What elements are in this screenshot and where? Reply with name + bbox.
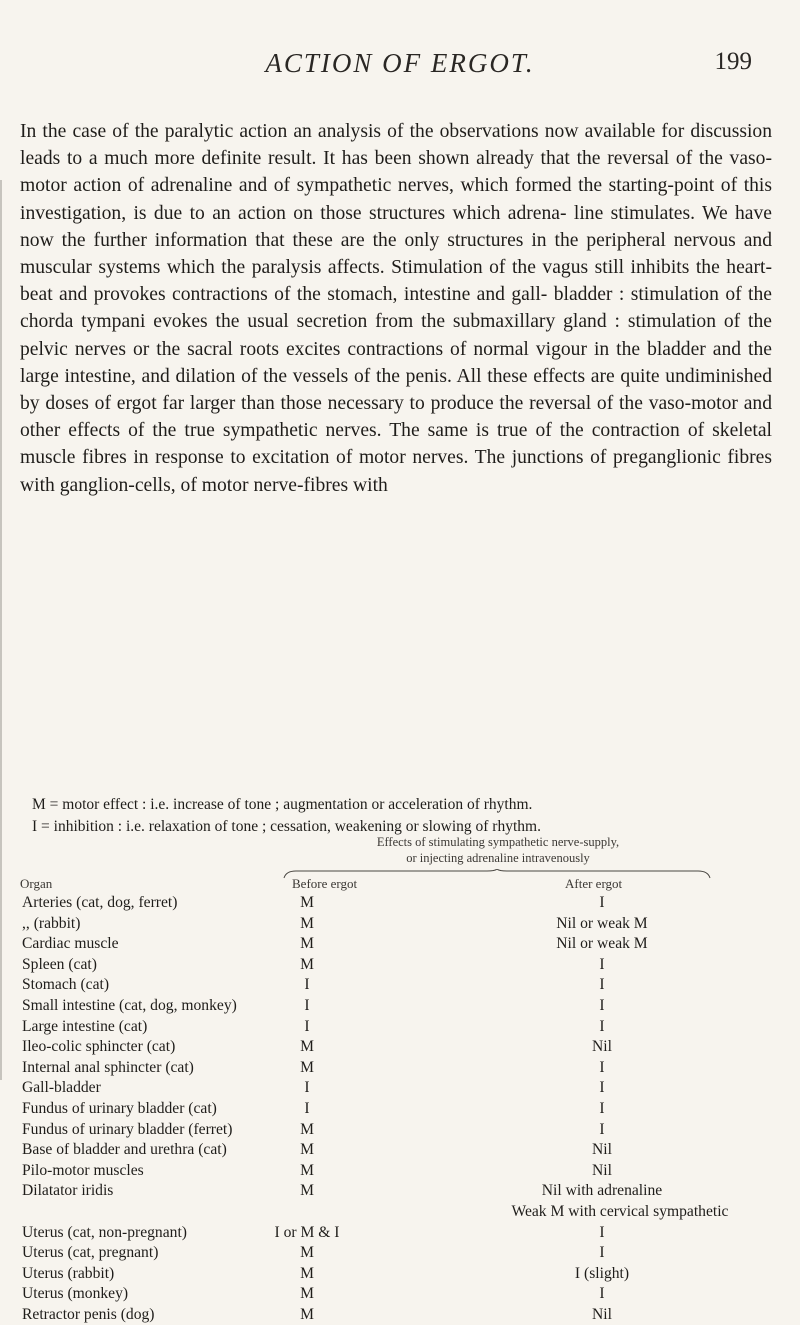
cell-before-ergot: M xyxy=(300,1264,314,1282)
cell-organ: Base of bladder and urethra (cat) xyxy=(22,1141,227,1159)
table-row xyxy=(0,893,800,914)
table-row xyxy=(0,1078,800,1099)
cell-after-ergot: I xyxy=(599,1223,605,1241)
cell-before-ergot: M xyxy=(300,1038,314,1056)
table-row xyxy=(0,1037,800,1058)
cell-after-ergot: I xyxy=(599,976,605,994)
cell-before-ergot: I xyxy=(304,1079,310,1097)
cell-after-ergot: I xyxy=(599,1079,605,1097)
cell-before-ergot: M xyxy=(300,1161,314,1179)
cell-before-ergot: I xyxy=(304,1099,310,1117)
table-row xyxy=(0,1058,800,1079)
cell-after-ergot: Nil xyxy=(592,1161,612,1179)
cell-organ: Stomach (cat) xyxy=(22,976,110,994)
cell-after-ergot: Nil xyxy=(592,1305,612,1323)
cell-after-ergot: Weak M with cervical sympathetic xyxy=(511,1202,729,1220)
running-title: ACTION OF ERGOT. xyxy=(265,48,535,78)
legend-inhibition: I = inhibition : i.e. relaxation of tone ; cessation, weakening or slowing of rhythm. xyxy=(32,818,541,835)
cell-organ: Internal anal sphincter (cat) xyxy=(22,1058,194,1076)
cell-organ: Uterus (cat, pregnant) xyxy=(22,1244,159,1262)
table-row xyxy=(0,914,800,935)
table-row xyxy=(0,975,800,996)
table-row xyxy=(0,1264,800,1285)
cell-before-ergot: M xyxy=(300,1182,314,1200)
table-row xyxy=(0,1202,800,1223)
cell-organ: Uterus (rabbit) xyxy=(22,1264,115,1282)
cell-before-ergot: I xyxy=(304,996,310,1014)
cell-before-ergot: M xyxy=(300,1285,314,1303)
running-head xyxy=(0,48,800,84)
table-row xyxy=(0,1140,800,1161)
cell-organ: Uterus (monkey) xyxy=(22,1285,129,1303)
cell-after-ergot: I xyxy=(599,894,605,911)
cell-after-ergot: I xyxy=(599,1120,605,1138)
cell-organ: ,, (rabbit) xyxy=(22,914,81,932)
cell-before-ergot: M xyxy=(300,935,314,953)
cell-after-ergot: I (slight) xyxy=(574,1264,630,1282)
table-row xyxy=(0,1181,800,1202)
table-row xyxy=(0,1243,800,1264)
legend-motor: M = motor effect : i.e. increase of tone ; augmentation or acceleration of rhythm. xyxy=(32,796,533,813)
cell-organ: Dilatator iridis xyxy=(22,1182,114,1200)
table-body xyxy=(0,893,800,1325)
cell-before-ergot: M xyxy=(300,1141,314,1159)
cell-after-ergot: I xyxy=(599,955,605,973)
column-header-organ: Organ xyxy=(20,876,53,891)
cell-organ: Fundus of urinary bladder (cat) xyxy=(22,1099,217,1117)
cell-organ: Ileo-colic sphincter (cat) xyxy=(22,1038,176,1056)
page-number: 199 xyxy=(714,48,752,75)
cell-before-ergot: M xyxy=(300,955,314,973)
cell-after-ergot: Nil or weak M xyxy=(556,935,648,953)
cell-before-ergot: M xyxy=(300,1120,314,1138)
cell-after-ergot: I xyxy=(599,1099,605,1117)
table-row xyxy=(0,955,800,976)
table-row xyxy=(0,1161,800,1182)
cell-organ: Large intestine (cat) xyxy=(22,1017,148,1035)
table-row xyxy=(0,1120,800,1141)
group-header-line1: Effects of stimulating sympathetic nerve-supply, xyxy=(376,835,620,849)
cell-organ: Gall-bladder xyxy=(22,1079,101,1097)
cell-before-ergot: M xyxy=(300,914,314,932)
cell-before-ergot: M xyxy=(300,894,314,911)
column-header-after-ergot: After ergot xyxy=(565,876,623,891)
cell-after-ergot: I xyxy=(599,1244,605,1262)
cell-organ: Pilo-motor muscles xyxy=(22,1161,144,1179)
cell-organ: Spleen (cat) xyxy=(22,955,97,973)
cell-after-ergot: Nil xyxy=(592,1038,612,1056)
cell-after-ergot: I xyxy=(599,1058,605,1076)
cell-before-ergot: M xyxy=(300,1244,314,1262)
table-row xyxy=(0,1223,800,1244)
cell-before-ergot: I xyxy=(304,1017,310,1035)
table-group-header xyxy=(268,834,728,866)
cell-organ: Uterus (cat, non-pregnant) xyxy=(22,1223,187,1241)
cell-after-ergot: Nil or weak M xyxy=(556,914,648,932)
cell-before-ergot: I xyxy=(304,976,310,994)
cell-organ: Arteries (cat, dog, ferret) xyxy=(22,894,178,911)
table-row xyxy=(0,1099,800,1120)
cell-before-ergot: I or M & I xyxy=(274,1223,340,1241)
cell-organ: Cardiac muscle xyxy=(22,935,119,953)
cell-organ: Fundus of urinary bladder (ferret) xyxy=(22,1120,233,1138)
table-row xyxy=(0,996,800,1017)
body-paragraph-block xyxy=(20,118,772,499)
cell-after-ergot: I xyxy=(599,996,605,1014)
cell-organ: Small intestine (cat, dog, monkey) xyxy=(22,996,237,1014)
cell-organ: Retractor penis (dog) xyxy=(22,1305,155,1323)
cell-after-ergot: I xyxy=(599,1017,605,1035)
table-legend xyxy=(32,794,772,838)
cell-before-ergot: M xyxy=(300,1305,314,1323)
cell-before-ergot: M xyxy=(300,1058,314,1076)
cell-after-ergot: Nil xyxy=(592,1141,612,1159)
column-header-before-ergot: Before ergot xyxy=(292,876,358,891)
table-row xyxy=(0,1284,800,1305)
group-header-line2: or injecting adrenaline intravenously xyxy=(406,851,590,865)
cell-after-ergot: Nil with adrenaline xyxy=(541,1182,663,1200)
table-row xyxy=(0,1017,800,1038)
body-paragraph: In the case of the paralytic action an analysis of the observations now available for discussion leads to a much more definite result. It has been shown already that the reversal of the vaso-motor action of adrenaline and of sympathetic nerves, which formed the starting-point of this investigation, is due to an action on those structures which adrena- line stimulates. We have now the further information that these are the only structures in the peripheral nervous and muscular systems which the paralysis affects. Stimulation of the vagus still inhibits the heart-beat and provokes contractions of the stomach, intestine and gall- bladder : stimulation of the chorda tympani evokes the usual secretion from the submaxillary gland : stimulation of the pelvic nerves or the sacral roots excites contractions of normal vigour in the bladder and the large intestine, and dilation of the vessels of the penis. All these effects are quite undiminished by doses of ergot far larger than those necessary to produce the reversal of the vaso-motor and other effects of the true sympathetic nerves. The same is true of the contraction of skeletal muscle fibres in response to excitation of motor nerves. The junctions of preganglionic fibres with ganglion-cells, of motor nerve-fibres with xyxy=(20,121,772,496)
cell-after-ergot: I xyxy=(599,1285,605,1303)
table-row xyxy=(0,934,800,955)
